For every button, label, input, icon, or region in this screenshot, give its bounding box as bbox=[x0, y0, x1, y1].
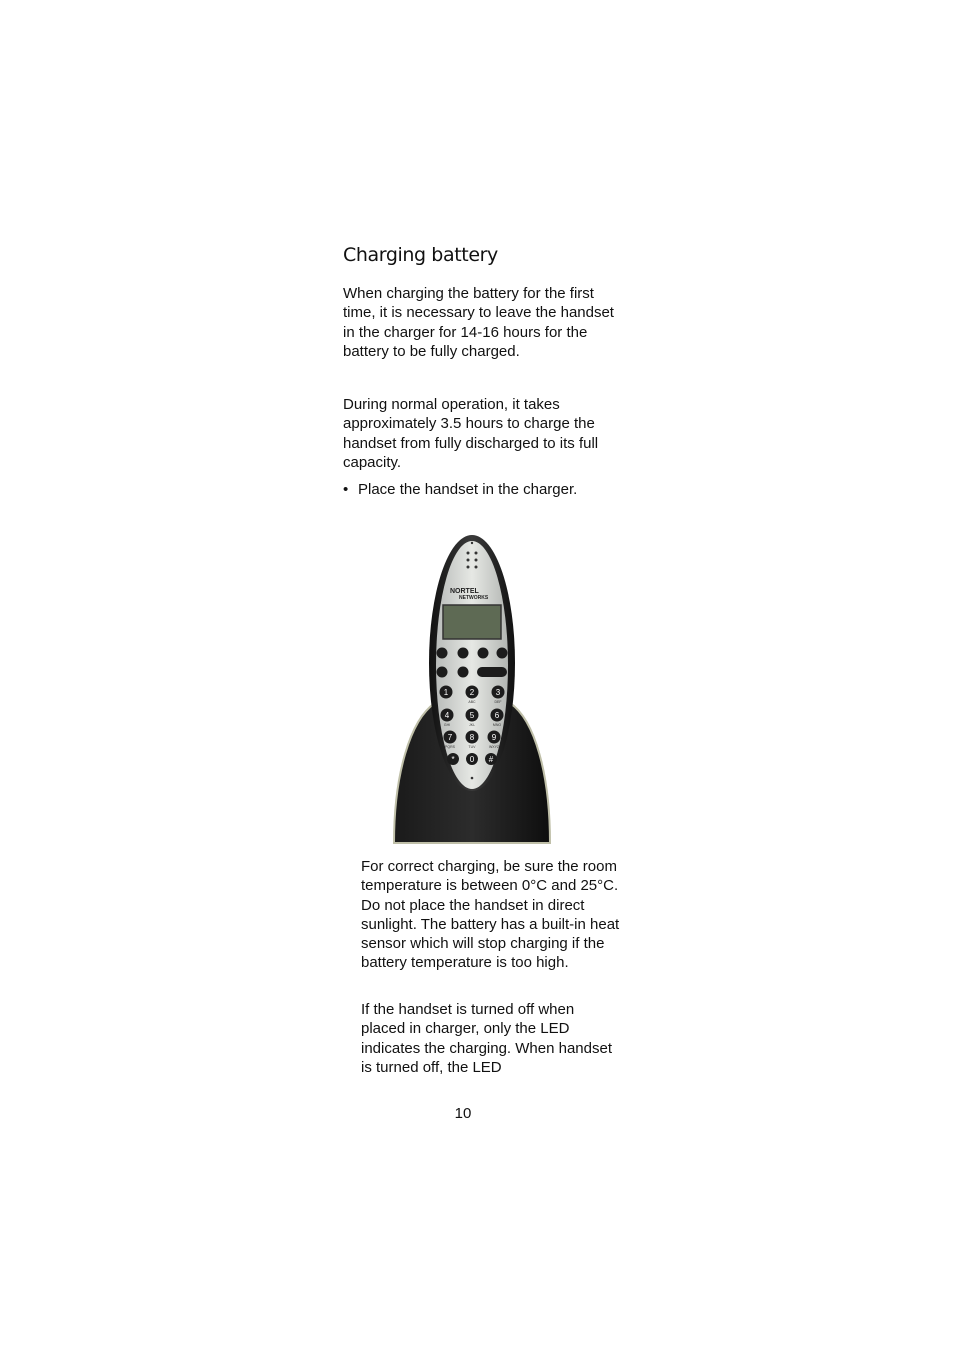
handset-in-charger-figure bbox=[390, 535, 555, 850]
key-letters: MNO bbox=[492, 723, 502, 727]
key-letters: ABC bbox=[468, 700, 476, 704]
key-digit: * bbox=[451, 755, 455, 764]
key-digit: 9 bbox=[491, 733, 497, 742]
handset-illustration bbox=[390, 535, 555, 850]
key-letters: PQRS bbox=[445, 745, 455, 749]
section-heading: Charging battery bbox=[343, 244, 498, 266]
bullet-marker: • bbox=[343, 481, 349, 498]
key-digit: 6 bbox=[494, 711, 500, 720]
key-digit: 2 bbox=[469, 688, 475, 697]
key-digit: 7 bbox=[447, 733, 453, 742]
paragraph-led-indication: If the handset is turned off when placed in charger, only the LED indicates the charging. When handset is turned off, the LED bbox=[361, 1001, 612, 1076]
microphone-icon bbox=[471, 777, 474, 780]
page-number: 10 bbox=[454, 1105, 472, 1122]
key-letters: GHI bbox=[443, 723, 451, 727]
key-letters: TUV bbox=[468, 745, 476, 749]
handset-face bbox=[436, 541, 508, 789]
key-digit: 8 bbox=[469, 733, 475, 742]
key-digit: 3 bbox=[495, 688, 501, 697]
lcd-display bbox=[443, 605, 501, 639]
key-letters: JKL bbox=[468, 723, 476, 727]
key-digit: 5 bbox=[469, 711, 475, 720]
brand-logo-line2: NETWORKS bbox=[459, 595, 489, 601]
key-digit: # bbox=[488, 755, 494, 764]
paragraph-normal-charge: During normal operation, it takes approximately 3.5 hours to charge the handset from fully discharged to its full capacity. bbox=[343, 396, 599, 471]
key-digit: 0 bbox=[469, 755, 475, 764]
key-letters: WXYZ bbox=[488, 745, 500, 749]
key-letters: DEF bbox=[494, 700, 502, 704]
paragraph-charging-conditions: For correct charging, be sure the room temperature is between 0°C and 25°C. Do not place the handset in direct sunlight. The battery has a built-in heat sensor which will stop charging if the battery temperature is too high. bbox=[361, 858, 620, 972]
paragraph-first-charge: When charging the battery for the first time, it is necessary to leave the handset in the charger for 14-16 hours for the battery to be fully charged. bbox=[343, 285, 614, 360]
key-digit: 4 bbox=[444, 711, 450, 720]
bullet-text: Place the handset in the charger. bbox=[358, 481, 578, 498]
key-digit: 1 bbox=[443, 688, 449, 697]
bullet-item bbox=[343, 480, 633, 499]
brand-logo-line1: NORTEL bbox=[450, 588, 479, 595]
